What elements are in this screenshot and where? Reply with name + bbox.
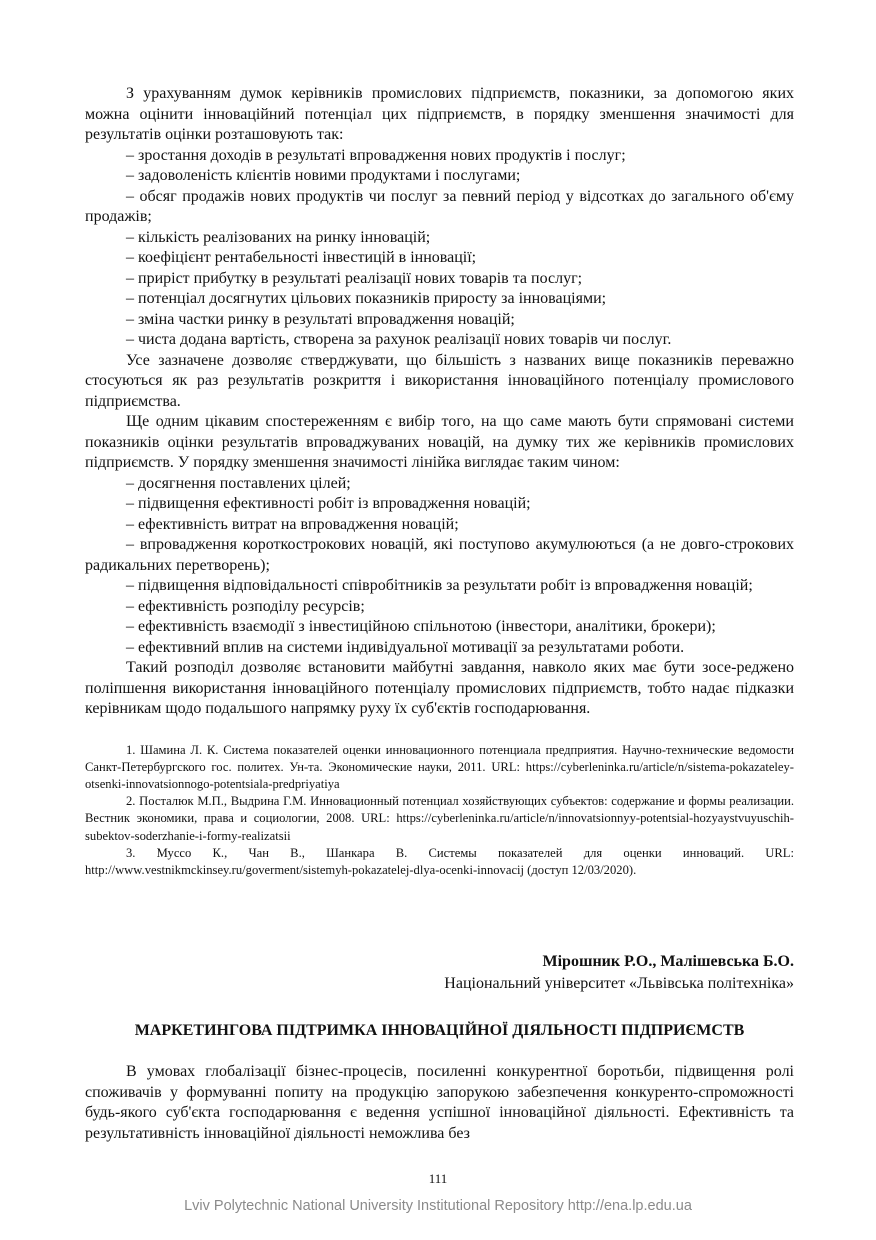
- focus-list: [85, 474, 794, 659]
- reference-item: 3. Муссо К., Чан В., Шанкара В. Системы показателей для оценки инноваций. URL: http://www.vestnikmckinsey.ru/goverment/sistemyh-pokazatelej-dlya-ocenki-innovacij (доступ 12/03/2020).: [85, 845, 794, 877]
- opening-paragraph: В умовах глобалізації бізнес-процесів, посиленні конкурентної боротьби, підвищення ролі споживачів у формуванні попиту на продукцію запорукою забезпечення конкуренто-спроможності будь-якого суб'єкта господарювання є ведення успішної інноваційної діяльності. Ефективність та результативність інноваційної діяльності неможлива без: [85, 1063, 794, 1142]
- list-item: – ефективність розподілу ресурсів;: [126, 597, 365, 615]
- author-affiliation: Національний університет «Львівська політехніка»: [444, 975, 794, 993]
- references: [85, 742, 794, 880]
- list-item: – підвищення відповідальності співробітників за результати робіт із впровадження новацій;: [126, 577, 753, 594]
- article-authors-block: [85, 951, 794, 995]
- page-content: [85, 84, 794, 1144]
- list-item: – потенціал досягнутих цільових показників приросту за інноваціями;: [126, 290, 607, 307]
- list-item: – чиста додана вартість, створена за рахунок реалізації нових товарів чи послуг.: [126, 331, 672, 348]
- list-item: – приріст прибутку в результаті реалізації нових товарів та послуг;: [126, 269, 583, 287]
- list-item: – кількість реалізованих на ринку інновацій;: [126, 228, 431, 246]
- reference-item: 2. Посталюк М.П., Выдрина Г.М. Инновационный потенциал хозяйствующих субъектов: содержание и формы реализации. Вестник экономики, права и социологии, 2008. URL: https://cyberleninka.ru/article/n/innovatsionnyy-potentsial-hozyaystvuyuschih-subektov-soderzhanie-i-formy-realizatsii: [85, 794, 794, 843]
- conclusion-paragraph: Усе зазначене дозволяє стверджувати, що більшість з названих вище показників переважно стосуються як раз результатів розкриття і використання інноваційного потенціалу промислового підприємства.: [85, 351, 794, 410]
- list-item: – досягнення поставлених цілей;: [126, 474, 351, 492]
- list-item: – задоволеність клієнтів новими продуктами і послугами;: [126, 167, 521, 184]
- reference-item: 1. Шамина Л. К. Система показателей оценки инновационного потенциала предприятия. Научно-технические ведомости Санкт-Петербургского гос. политех. Ун-та. Экономические науки, 2011. URL: https://cyberleninka.ru/article/n/sistema-pokazateley-otsenki-innovatsionnogo-potentsiala-predpriyatiya: [85, 742, 794, 791]
- list-item: – зростання доходів в результаті впровадження нових продуктів і послуг;: [126, 146, 626, 164]
- list-item: – підвищення ефективності робіт із впровадження новацій;: [126, 495, 531, 512]
- indicator-list: [85, 146, 794, 351]
- repository-footer: Lviv Polytechnic National University Institutional Repository http://ena.lp.edu.ua: [184, 1198, 692, 1214]
- article-body: [85, 1062, 794, 1144]
- list-item: – ефективність взаємодії з інвестиційною спільнотою (інвестори, аналітики, брокери);: [126, 618, 716, 635]
- list-item: – обсяг продажів нових продуктів чи послуг за певний період у відсотках до загального об'єму продажів;: [85, 187, 794, 225]
- page-number: 111: [428, 1171, 448, 1186]
- intro-paragraph: З урахуванням думок керівників промислових підприємств, показники, за допомогою яких можна оцінити інноваційний потенціал цих підприємств, в порядку зменшення значимості для результатів оцінки розташовують так:: [85, 85, 794, 143]
- second-paragraph: Ще одним цікавим спостереженням є вибір того, на що саме мають бути спрямовані системи показників оцінки результатів впроваджуваних новацій, на думку тих же керівників промислових підприємств. У порядку зменшення значимості лінійка виглядає таким чином:: [85, 413, 794, 471]
- list-item: – ефективний вплив на системи індивідуальної мотивації за результатами роботи.: [126, 638, 685, 656]
- list-item: – коефіцієнт рентабельності інвестицій в інновації;: [126, 249, 477, 266]
- article-title: МАРКЕТИНГОВА ПІДТРИМКА ІННОВАЦІЙНОЇ ДІЯЛЬНОСТІ ПІДПРИЄМСТВ: [134, 1022, 745, 1040]
- list-item: – зміна частки ринку в результаті впровадження новацій;: [126, 310, 515, 328]
- list-item: – ефективність витрат на впровадження новацій;: [126, 515, 459, 533]
- author-names: Мірошник Р.О., Малішевська Б.О.: [542, 953, 794, 971]
- final-paragraph: Такий розподіл дозволяє встановити майбутні завдання, навколо яких має бути зосе-реджено поліпшення використання інноваційного потенціалу промислових підприємств, тобто надає підказки керівникам щодо подальшого напрямку руху їх суб'єктів господарювання.: [85, 659, 794, 717]
- list-item: – впровадження короткострокових новацій, які поступово акумулюються (а не довго-строкових радикальних перетворень);: [85, 536, 794, 574]
